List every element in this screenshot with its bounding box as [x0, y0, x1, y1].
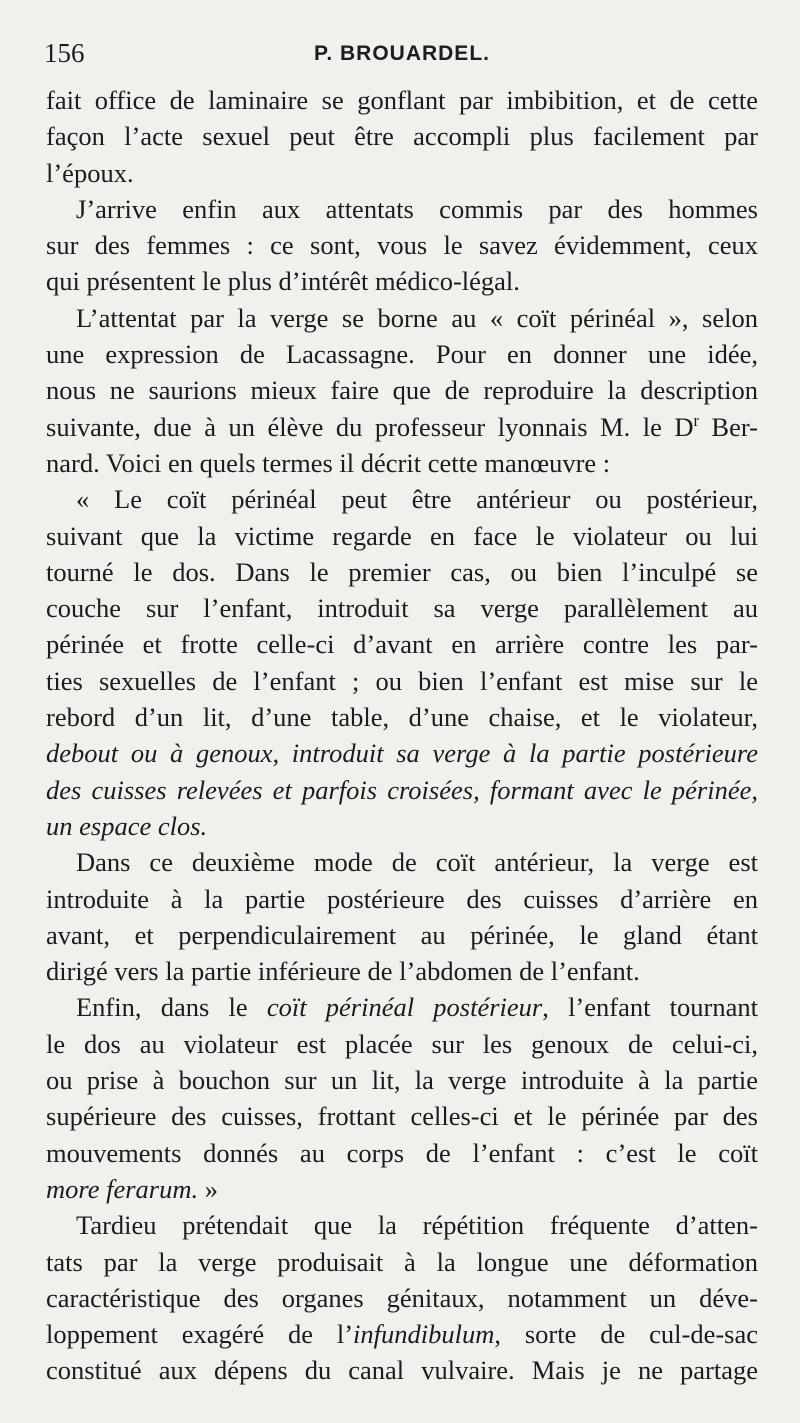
line-text: fait office de laminaire se gonflant par imbibition, et de cette	[46, 85, 758, 115]
body-text	[46, 82, 758, 1389]
italic-phrase: coït périnéal postérieur	[266, 992, 543, 1023]
text-line	[46, 300, 758, 336]
line-text: mouvements donnés au corps de l’enfant : c’est le coït	[46, 1137, 758, 1168]
text-line	[46, 191, 758, 227]
italic-phrase: infundibulum	[353, 1319, 495, 1350]
text-line	[46, 808, 758, 844]
line-text: introduite à la partie postérieure des cuisses d’arrière en	[46, 883, 758, 914]
text-line	[46, 881, 758, 917]
text-line	[46, 82, 758, 118]
text-line	[46, 844, 758, 880]
line-text: couche sur l’enfant, introduit sa verge parallèlement au	[46, 593, 758, 624]
line-text: dirigé vers la partie inférieure de l’abdomen de l’enfant.	[46, 956, 640, 987]
line-text: suivante, due à un élève du professeur lyonnais M. le D	[46, 411, 694, 442]
text-line	[46, 372, 758, 408]
text-line	[46, 445, 758, 481]
text-line	[46, 772, 758, 808]
text-line	[46, 118, 758, 154]
line-text: une expression de Lacassagne. Pour en donner une idée,	[46, 339, 758, 370]
text-line	[46, 953, 758, 989]
line-text: rebord d’un lit, d’une table, d’une chaise, et le violateur,	[46, 702, 758, 733]
text-line	[46, 1244, 758, 1280]
line-text: qui présentent le plus d’intérêt médico-légal.	[46, 266, 520, 297]
text-line	[46, 590, 758, 626]
text-line	[46, 1026, 758, 1062]
italic-phrase: more ferarum.	[46, 1173, 199, 1204]
line-text: périnée et frotte celle-ci d’avant en arrière contre les par-	[46, 629, 758, 660]
text-line	[46, 1062, 758, 1098]
running-head: P. BROUARDEL.	[314, 42, 490, 65]
line-text: nard. Voici en quels termes il décrit cette manœuvre :	[46, 447, 611, 478]
line-text: Tardieu prétendait que la répétition fréquente d’atten-	[76, 1210, 758, 1241]
line-text: façon l’acte sexuel peut être accompli plus facilement par	[46, 121, 758, 152]
line-text-continued: , sorte de cul-de-sac	[494, 1319, 758, 1350]
line-text: des cuisses relevées et parfois croisées, formant avec le périnée,	[46, 774, 758, 805]
line-text: ou prise à bouchon sur un lit, la verge introduite à la partie	[46, 1065, 758, 1096]
text-line	[46, 1352, 758, 1388]
text-line	[46, 554, 758, 590]
text-line	[46, 518, 758, 554]
line-text: l’époux.	[46, 157, 134, 188]
text-line	[46, 481, 758, 517]
text-line	[46, 1207, 758, 1243]
text-line	[46, 336, 758, 372]
text-line	[46, 1171, 758, 1207]
line-text: sur des femmes : ce sont, vous le savez évidemment, ceux	[46, 230, 758, 261]
line-text: Dans ce deuxième mode de coït antérieur, la verge est	[76, 847, 758, 878]
line-text: debout ou à genoux, introduit sa verge à la partie postérieure	[46, 738, 758, 769]
text-line	[46, 1098, 758, 1134]
line-text: « Le coït périnéal peut être antérieur ou postérieur,	[76, 484, 758, 515]
line-text-continued: , l’enfant tournant	[542, 992, 758, 1023]
text-line	[46, 735, 758, 771]
text-line	[46, 626, 758, 662]
line-text: nous ne saurions mieux faire que de reproduire la description	[46, 375, 758, 406]
line-text: caractéristique des organes génitaux, notamment un déve-	[46, 1282, 758, 1313]
text-line	[46, 263, 758, 299]
line-text: le dos au violateur est placée sur les genoux de celui-ci,	[46, 1028, 758, 1059]
text-line	[46, 917, 758, 953]
text-line	[46, 989, 758, 1025]
superscript: r	[693, 410, 699, 430]
line-text: Enfin, dans le	[76, 992, 267, 1023]
text-line	[46, 155, 758, 191]
line-text: avant, et perpendiculairement au périnée, le gland étant	[46, 919, 758, 950]
text-line	[46, 1280, 758, 1316]
page-header	[44, 38, 760, 68]
text-line	[46, 663, 758, 699]
line-text: un espace clos.	[46, 810, 208, 841]
line-text: supérieure des cuisses, frottant celles-ci et le périnée par des	[46, 1101, 758, 1132]
line-text-continued: »	[198, 1173, 218, 1204]
line-text: J’arrive enfin aux attentats commis par des hommes	[76, 193, 758, 224]
text-line	[46, 699, 758, 735]
text-line	[46, 409, 758, 445]
line-text: ties sexuelles de l’enfant ; ou bien l’enfant est mise sur le	[46, 665, 758, 696]
line-text: suivant que la victime regarde en face le violateur ou lui	[46, 520, 758, 551]
page-number: 156	[44, 38, 85, 68]
line-text: loppement exagéré de l’	[46, 1319, 354, 1350]
line-text: tourné le dos. Dans le premier cas, ou bien l’inculpé se	[46, 556, 758, 587]
line-text: tats par la verge produisait à la longue une déformation	[46, 1246, 758, 1277]
line-text: L’attentat par la verge se borne au « coït périnéal », selon	[76, 302, 758, 333]
text-line	[46, 227, 758, 263]
line-text: constitué aux dépens du canal vulvaire. Mais je ne partage	[46, 1355, 758, 1386]
text-line	[46, 1135, 758, 1171]
line-text-continued: Ber-	[698, 411, 758, 442]
text-line	[46, 1316, 758, 1352]
